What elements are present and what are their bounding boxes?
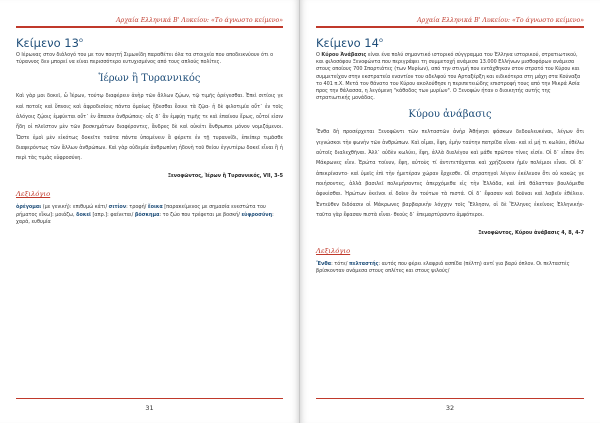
glossary-term: βόσκημα bbox=[134, 211, 160, 218]
glossary-definition: : τότε/ bbox=[331, 261, 349, 268]
section-title-ordinal: ο bbox=[378, 36, 383, 44]
glossary-term: Ἔνθα bbox=[316, 261, 332, 268]
intro-paragraph bbox=[316, 52, 584, 102]
glossary-definition: : τροφή/ bbox=[126, 204, 148, 211]
glossary-definition: [παρακείμενος με σημασία ενεστώτα του ρήματος εἴκω]: μοιάζω, bbox=[16, 204, 266, 218]
right-page bbox=[300, 0, 600, 423]
source-citation: Ξενοφῶντος, Ἱέρων ἢ Τυραννικός, VII, 3-5 bbox=[167, 173, 283, 180]
ancient-text: Ἔνθα δὴ προσέρχεται Ξενοφῶντι τῶν πελταστῶν ἀνὴρ Ἀθήνησι φάσκων δεδουλευκέναι, λέγων ὅτι γιγνώσκοι τὴν φωνὴν τῶν ἀνθρώπων. Καὶ οἶμαι, ἔφη, ἐμὴν ταύτην πατρίδα εἶναι· καὶ εἰ μή τι κωλύει, ἐθέλω αὐτοῖς διαλεχθῆναι. Ἀλλ᾽ οὐδὲν κωλύει, ἔφη, ἀλλὰ διαλέγου καὶ μάθε πρῶτον τίνες εἰσίν. Οἱ δ᾽ εἶπον ὅτι Μάκρωνες εἶεν. Ἐρώτα τοίνυν, ἔφη, αὐτοὺς τί ἀντιτετάχαται καὶ χρῄζουσιν ἡμῖν πολέμιοι εἶναι. Οἱ δ᾽ ἀπεκρίναντο· καὶ ὑμεῖς ἐπὶ τὴν ἡμετέραν χώραν ἔρχεσθε. Οἱ στρατηγοὶ λέγειν ἐκέλευον ὅτι οὐ κακῶς γε ποιήσοντες, ἀλλὰ βασιλεῖ πολεμήσαντες ἀπερχόμεθα εἰς τὴν Ἑλλάδα, καὶ ἐπὶ θάλατταν βουλόμεθα ἀφικέσθαι. Ἠρώτων ἐκεῖνοι εἰ δοῖεν ἂν τούτων τὰ πιστά. Οἱ δ᾽ ἔφασαν καὶ δοῦναι καὶ λαβεῖν ἐθέλειν. Ἐντεῦθεν διδόασιν οἱ Μάκρωνες βαρβαρικὴν λόγχην τοῖς Ἕλλησιν, οἱ δὲ Ἕλληνες ἐκείνοις Ἑλληνικήν· ταῦτα γὰρ ἔφασαν πιστὰ εἶναι· θεοὺς δ᾽ ἐπεμαρτύραντο ἀμφότεροι. bbox=[316, 129, 584, 218]
section-title-text: Κείμενο 14 bbox=[316, 35, 379, 50]
page-number: 31 bbox=[16, 398, 283, 423]
glossary bbox=[16, 204, 283, 226]
glossary-definition: : αυτός που φέρει ελαφριά ασπίδα (πέλτη) αντί για βαρύ όπλον. Οι πελταστές βρίσκονταν ανάμεσα στους οπλίτες και στους ψιλούς/ bbox=[316, 261, 570, 275]
glossary-heading: Λεξιλόγιο bbox=[316, 247, 351, 256]
glossary bbox=[316, 261, 584, 275]
running-head: Αρχαία Ελληνικά Β' Λυκείου: «Το άγνωστο κείμενο» bbox=[16, 16, 283, 28]
glossary-term: δοκεῖ bbox=[76, 211, 91, 218]
intro-lead: Ο bbox=[316, 52, 322, 58]
text-title: Ἱέρων ἢ Τυραννικός bbox=[98, 73, 201, 85]
glossary-term: σιτίον bbox=[108, 204, 127, 211]
glossary-term: εὐφροσύνη bbox=[241, 211, 273, 218]
intro-rest: είναι ένα πολύ σημαντικό ιστορικό σύγγραμμα του Έλληνα ιστορικού, στρατιωτικού, και φιλοσόφου Ξενοφώντα που περιγράφει τη συμμετοχή ανάμεσα 13.000 Ελλήνων μισθοφόρων ανάμεσα στους οποίους 700 Σπαρτιάτες (των Μυρίων), από την στιγμή που εντάχθηκαν στον στρατό του Κύρου και συμμετείχαν στην εκστρατεία εναντίον του αδελφού του Αρταξέρξη και ειδικότερα στη μάχη στα Κούναξα το 401 π.Χ. Μετά τον θάνατο του Κύρου ακολούθησε η περιπετειώδης επιστροφή τους από την Μικρά Ασία προς την θάλασσα, η λεγόμενη "κάθοδος των μυρίων". Ο Ξενοφών ήταν ο διοικητής αυτής της στρατιωτικής μονάδας. bbox=[316, 52, 581, 102]
ancient-text: Καὶ γὰρ μοι δοκεῖ, ὦ Ἱέρων, τούτῳ διαφέρειν ἀνὴρ τῶν ἄλλων ζῴων, τῷ τιμῆς ὀρέγεσθαι. Ἐπεὶ σιτίοις γε καὶ ποτοῖς καὶ ὕπνοις καὶ ἀφροδισίοις πάντα ὁμοίως ἥδεσθαι ἔοικε τὰ ζῷα· ἡ δὲ φιλοτιμία οὔτ᾽ ἐν τοῖς ἀλόγοις ζῴοις ἐμφύεται οὔτ᾽ ἐν ἅπασιν ἀνθρώποις· οἷς δ᾽ ἂν ἐμφύῃ τιμῆς τε καὶ ἐπαίνου ἔρως, οὗτοί εἰσιν ἤδη οἱ πλεῖστον μὲν τῶν βοσκημάτων διαφέροντες, ἄνδρες δὲ καὶ οὐκέτι ἄνθρωποι μόνον νομιζόμενοι. Ὥστε ἐμοὶ μὲν εἰκότως δοκεῖτε ταῦτα πάντα ὑπομένειν ἃ φέρετε ἐν τῇ τυραννίδι, ἐπείπερ τιμᾶσθε διαφερόντως τῶν ἄλλων ἀνθρώπων. Καὶ γὰρ οὐδεμία ἀνθρωπίνη ἡδονὴ τοῦ θείου ἐγγυτέρω δοκεῖ εἶναι ἢ ἡ περὶ τὰς τιμὰς εὐφροσύνη. bbox=[16, 93, 283, 162]
section-title bbox=[316, 32, 584, 48]
glossary-term: ὀρέγομαι bbox=[16, 204, 42, 211]
text-title: Κύρου ἀνάβασις bbox=[408, 109, 492, 121]
glossary-heading: Λεξιλόγιο bbox=[16, 190, 51, 199]
glossary-definition: : το ζώο που τρέφεται με βοσκή/ bbox=[159, 211, 242, 218]
glossary-definition: [απρ.]: φαίνεται/ bbox=[90, 211, 135, 218]
intro-work-name: Κύρου Ἀνάβασις bbox=[321, 52, 367, 58]
glossary-definition: (με γενική): επιθυμώ κάτι/ bbox=[41, 204, 109, 211]
source-citation: Ξενοφῶντος, Κύρου ἀνάβασις 4, 8, 4-7 bbox=[478, 230, 584, 237]
section-title-text: Κείμενο 13 bbox=[16, 35, 79, 50]
section-title bbox=[16, 32, 283, 48]
glossary-definition: : χαρά, ευθυμία bbox=[16, 211, 274, 225]
glossary-term: ἔοικα bbox=[147, 204, 163, 211]
intro-paragraph: Ο Ιέρωνας στον διάλογό του με τον ποιητή Σιμωνίδη παραθέτει όλα τα στοιχεία που αποδεικνύουν ότι ο τύραννος δεν μπορεί να είναι περισσότερο ευτυχισμένος από τους απλούς πολίτες. bbox=[16, 52, 274, 66]
section-title-ordinal: ο bbox=[78, 36, 83, 44]
running-head: Αρχαία Ελληνικά Β' Λυκείου: «Το άγνωστο κείμενο» bbox=[316, 16, 584, 28]
glossary-term: πελταστής bbox=[349, 261, 379, 268]
page-number: 32 bbox=[316, 398, 584, 423]
